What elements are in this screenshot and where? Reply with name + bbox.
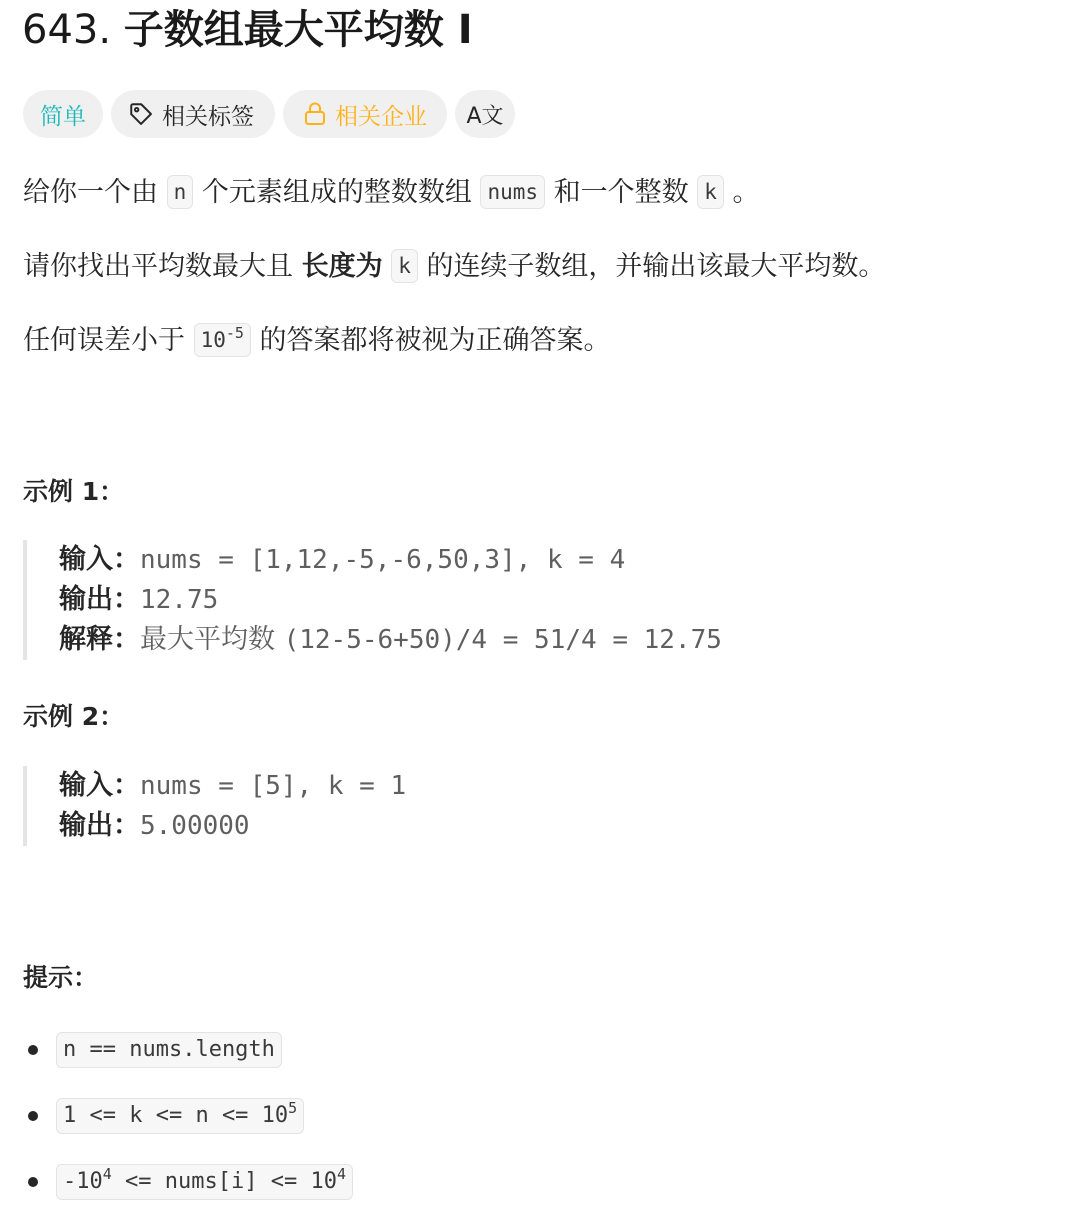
desc-text: 的答案都将被视为正确答案。	[259, 325, 611, 356]
example-2-block	[23, 766, 406, 846]
difficulty-label: 简单	[40, 103, 86, 130]
related-topics-label: 相关标签	[162, 103, 254, 130]
explanation-text: 最大平均数	[140, 624, 275, 655]
bullet-dot	[28, 1111, 38, 1121]
difficulty-badge[interactable]	[23, 90, 103, 138]
lock-icon	[303, 101, 327, 127]
inline-code-k: k	[391, 249, 418, 283]
inline-code-nums: nums	[480, 175, 545, 209]
constraint-exponent: 5	[288, 1099, 298, 1117]
description-paragraph-1	[23, 173, 759, 213]
constraint-exponent: 4	[336, 1165, 346, 1183]
inline-code-tolerance	[194, 323, 251, 357]
output-label: 输出：	[59, 810, 140, 841]
constraint-text: 1 <= k <= n <= 10	[63, 1103, 289, 1128]
example-1-block	[23, 540, 722, 660]
translate-icon: A文	[466, 103, 504, 129]
desc-text: 和一个整数	[553, 177, 689, 208]
constraint-item	[28, 1096, 304, 1136]
example-1-output	[59, 580, 722, 620]
constraint-text: -10	[63, 1169, 103, 1194]
problem-title	[22, 2, 473, 58]
explanation-label: 解释：	[59, 624, 140, 655]
constraint-text: <= nums[i] <= 10	[111, 1169, 337, 1194]
problem-name: 子数组最大平均数 I	[123, 7, 473, 53]
inline-code-n: n	[167, 175, 194, 209]
desc-text: 个元素组成的整数数组	[201, 177, 472, 208]
related-topics-button[interactable]	[111, 90, 275, 138]
desc-bold-text: 长度为	[301, 251, 383, 282]
input-value: nums = [1,12,-5,-6,50,3], k = 4	[140, 545, 626, 575]
input-label: 输入：	[59, 770, 140, 801]
tag-icon	[128, 101, 154, 127]
constraint-exponent: 4	[102, 1165, 112, 1183]
related-companies-button[interactable]	[283, 90, 447, 138]
constraint-item	[28, 1030, 282, 1070]
input-label: 输入：	[59, 544, 140, 575]
example-1-input	[59, 540, 722, 580]
example-1-explanation	[59, 620, 722, 660]
problem-number: 643.	[22, 7, 112, 53]
description-paragraph-3	[23, 321, 611, 361]
tolerance-exponent: -5	[225, 324, 244, 342]
bullet-dot	[28, 1045, 38, 1055]
input-value: nums = [5], k = 1	[140, 771, 407, 801]
desc-text: 。	[732, 177, 760, 208]
output-label: 输出：	[59, 584, 140, 615]
constraint-item	[28, 1162, 353, 1202]
constraint-code: n == nums.length	[56, 1032, 282, 1068]
translate-button[interactable]	[455, 90, 515, 138]
output-value: 5.00000	[140, 811, 250, 841]
desc-text: 任何误差小于	[23, 325, 185, 356]
example-2-output	[59, 806, 406, 846]
inline-code-k: k	[697, 175, 724, 209]
desc-text: 的连续子数组，并输出该最大平均数。	[426, 251, 886, 282]
example-1-heading: 示例 1：	[23, 477, 125, 506]
explanation-value: (12-5-6+50)/4 = 51/4 = 12.75	[283, 625, 722, 655]
related-companies-label: 相关企业	[335, 103, 427, 130]
description-paragraph-2	[23, 247, 885, 287]
constraints-heading: 提示：	[23, 963, 99, 992]
desc-text: 请你找出平均数最大且	[23, 251, 293, 282]
tolerance-base: 10	[200, 328, 226, 352]
example-2-heading: 示例 2：	[23, 702, 125, 731]
constraint-code	[56, 1098, 304, 1134]
desc-text: 给你一个由	[23, 177, 158, 208]
constraint-code	[56, 1164, 353, 1200]
output-value: 12.75	[140, 585, 219, 615]
bullet-dot	[28, 1177, 38, 1187]
example-2-input	[59, 766, 406, 806]
